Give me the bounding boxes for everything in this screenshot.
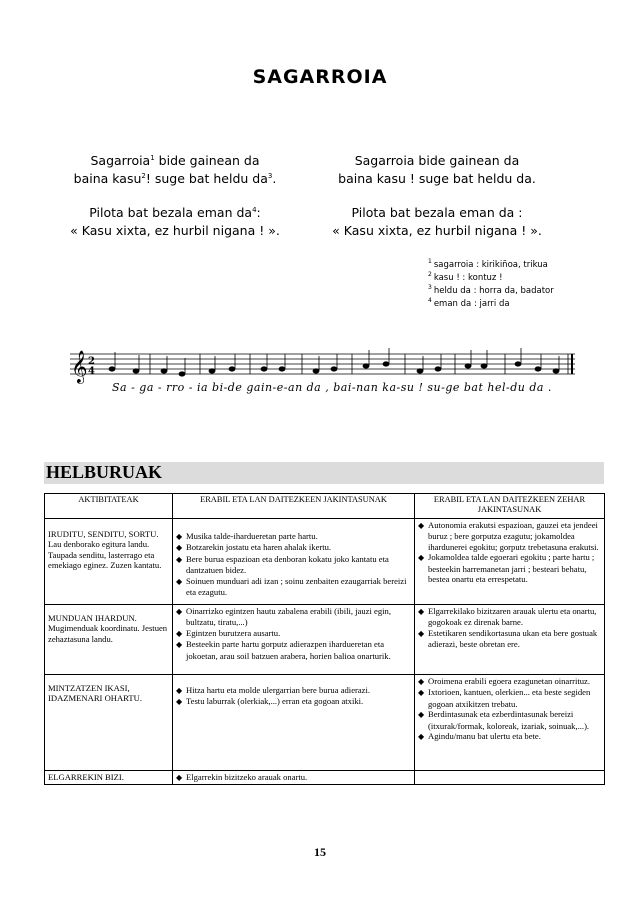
activity-cell <box>45 605 173 675</box>
list-item: ◆ Agindu/manu bat ulertu eta bete. <box>418 731 541 742</box>
list-item: ◆ Oinarrizko egintzen hautu zabalena erabili (ibili, jauzi egin, bultzatu, tiratu,...) <box>176 606 391 628</box>
table-row <box>45 771 605 785</box>
poem-left-line-4: « Kasu xixta, ez hurbil nigana ! ». <box>70 223 280 238</box>
list-item: ◆ Oroimena erabili egoera ezagunetan oinarrituz. <box>418 676 591 686</box>
diamond-bullet-icon: ◆ <box>176 554 183 564</box>
diamond-bullet-icon: ◆ <box>176 576 183 586</box>
poem-right-line-2: baina kasu ! suge bat heldu da. <box>338 171 536 186</box>
score-lyrics: Sa - ga - rro - ia bi-de gain-e-an da , bai-nan ka-su ! su-ge bat hel-du da . <box>112 381 552 394</box>
diamond-bullet-icon: ◆ <box>176 628 183 638</box>
time-signature-top: 2 <box>88 356 95 367</box>
diamond-bullet-icon: ◆ <box>418 732 425 742</box>
knowledge-cell <box>173 605 415 675</box>
page-number: 15 <box>314 845 326 859</box>
diamond-bullet-icon: ◆ <box>418 628 425 638</box>
list-item: ◆ Botzarekin jostatu eta haren ahalak ikertu. <box>176 542 332 553</box>
poem-right-line-4: « Kasu xixta, ez hurbil nigana ! ». <box>332 223 542 238</box>
diamond-bullet-icon: ◆ <box>418 710 425 720</box>
poem-right-line-1: Sagarroia bide gainean da <box>354 153 520 168</box>
list-item: ◆ Soinuen munduari adi izan ; soinu zenbaiten ezaugarriak bereizi eta ezagutu. <box>176 575 407 598</box>
staff-lines <box>70 354 575 374</box>
list-item: ◆ Hitza hartu eta molde ulergarrian bere burua adierazi. <box>176 685 371 695</box>
list-item: ◆ Egintzen burutzera ausartu. <box>176 627 281 638</box>
diamond-bullet-icon: ◆ <box>176 773 183 782</box>
cross-knowledge-cell <box>415 605 605 675</box>
column-header: ERABIL ETA LAN DAITEZKEEN ZEHAR JAKINTASUNAK <box>415 494 605 519</box>
poem-left <box>40 152 310 240</box>
poem-left-line-1: Sagarroia$^1$ bide gainean da <box>90 153 260 168</box>
footnotes <box>428 259 554 311</box>
activity-description: Lau denborako egitura landu. Taupada senditu, lasterrago eta emekiago eginez. Zuzen kantatu. <box>48 539 162 571</box>
section-title: HELBURUAK <box>46 462 163 482</box>
activity-cell <box>45 675 173 771</box>
diamond-bullet-icon: ◆ <box>176 607 183 616</box>
diamond-bullet-icon: ◆ <box>176 640 183 650</box>
diamond-bullet-icon: ◆ <box>176 686 183 695</box>
diamond-bullet-icon: ◆ <box>418 688 425 698</box>
footnote: $^1$ sagarroia : kirikiñoa, trikua <box>428 258 548 270</box>
list-item: ◆ Berdintasunak eta ezberdintasunak bereizi (itxurak/formak, koloreak, izariak, soinuak,...). <box>418 709 590 731</box>
footnote: $^3$ heldu da : horra da, badator <box>428 284 554 296</box>
diamond-bullet-icon: ◆ <box>418 677 425 686</box>
footnote: $^4$ eman da : jarri da <box>428 297 510 309</box>
list-item: ◆ Estetikaren sendikortasuna ukan eta bere gostuak adierazi, beste obretan ere. <box>418 627 598 650</box>
objectives-table <box>44 493 605 785</box>
list-item: ◆ Elgarrekilako bizitzaren arauak ulertu eta onartu, gogokoak ez direnak barne. <box>418 606 597 628</box>
treble-clef-icon: 𝄞 <box>71 350 88 383</box>
diamond-bullet-icon: ◆ <box>176 697 183 707</box>
time-signature-bottom: 4 <box>88 366 95 377</box>
diamond-bullet-icon: ◆ <box>418 521 425 530</box>
activity-title: MINTZATZEN IKASI, IDAZMENARI OHARTU. <box>48 683 143 704</box>
list-item: ◆ Autonomia erakutsi espazioan, gauzei eta jendeei buruz ; bere gorputza ezagutu; jokamoldea ihardunerei egokitu; gorputz trebetasuna erakutsi. <box>418 520 599 552</box>
activity-title: MUNDUAN IHARDUN. <box>48 613 137 623</box>
table-row <box>45 519 605 605</box>
list-item: ◆ Besteekin parte hartu gorputz adierazpen ihardueretan eta jokoetan, arau soil batzuen arabera, horien balioa onarturik. <box>176 639 391 661</box>
list-item: ◆ Testu laburrak (olerkiak,...) erran eta gogoan atxiki. <box>176 696 364 707</box>
activity-title: ELGARREKIN BIZI. <box>48 772 124 782</box>
list-item: ◆ Musika talde-ihardueretan parte hartu. <box>176 531 318 541</box>
list-item: ◆ Jokamoldea talde egoerari egokitu ; parte hartu ; besteekin harremanetan jarri ; besteari behatu, bestea onartu eta errespetatu. <box>418 552 595 585</box>
activity-cell <box>45 519 173 605</box>
knowledge-cell <box>173 519 415 605</box>
table-row <box>45 675 605 771</box>
notes <box>109 348 559 376</box>
diamond-bullet-icon: ◆ <box>176 532 183 541</box>
table-header-row <box>45 494 605 519</box>
footnote: $^2$ kasu ! : kontuz ! <box>428 271 503 283</box>
cross-knowledge-cell <box>415 675 605 771</box>
column-header: ERABIL ETA LAN DAITEZKEEN JAKINTASUNAK <box>173 494 415 519</box>
activity-title: IRUDITU, SENDITU, SORTU. <box>48 529 159 539</box>
diamond-bullet-icon: ◆ <box>176 543 183 553</box>
diamond-bullet-icon: ◆ <box>418 607 425 616</box>
knowledge-cell <box>173 771 415 785</box>
table-row <box>45 605 605 675</box>
page-title: SAGARROIA <box>252 66 388 88</box>
column-header: AKTIBITATEAK <box>45 494 173 519</box>
list-item: ◆ Bere burua espazioan eta denboran kokatu joko kantatu eta dantzatuen bidez. <box>176 553 389 576</box>
diamond-bullet-icon: ◆ <box>418 553 425 563</box>
cross-knowledge-cell <box>415 771 605 785</box>
poem-right <box>302 152 572 240</box>
activity-cell <box>45 771 173 785</box>
poem-left-line-3: Pilota bat bezala eman $da^4$: <box>89 205 261 220</box>
activity-description: Mugimenduak koordinatu. Jestuen zehaztasuna landu. <box>48 623 168 644</box>
cross-knowledge-cell <box>415 519 605 605</box>
list-item: ◆ Ixtorioen, kantuen, olerkien... eta beste segiden gogoan atxikitzen trebatu. <box>418 687 591 709</box>
list-item: ◆ Elgarrekin bizitzeko arauak onartu. <box>176 772 308 782</box>
poem-left-line-2: baina kasu$^2$! suge bat heldu $da^3$. <box>73 171 277 186</box>
poem-right-line-3: Pilota bat bezala eman da : <box>351 205 523 220</box>
music-score <box>70 342 580 412</box>
knowledge-cell <box>173 675 415 771</box>
